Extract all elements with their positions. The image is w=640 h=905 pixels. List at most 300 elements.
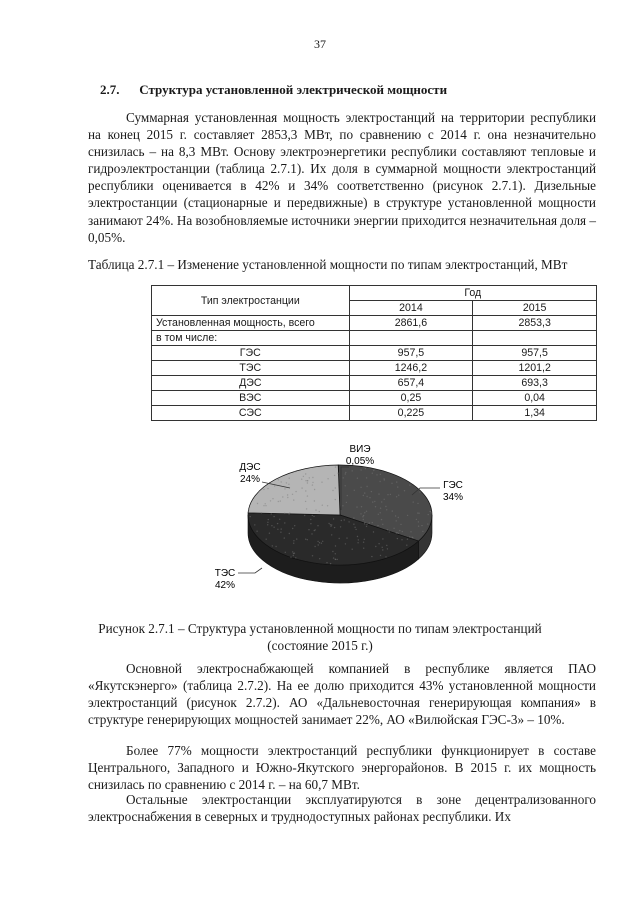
pie-texture-dot (268, 519, 269, 520)
table-row (152, 346, 597, 361)
paragraph-2 (88, 660, 596, 728)
pie-texture-dot (330, 526, 331, 527)
pie-texture-dot (328, 523, 329, 524)
pie-texture-dot (257, 503, 258, 504)
pie-texture-dot (274, 485, 275, 486)
pie-texture-dot (321, 482, 322, 483)
pie-texture-dot (352, 470, 353, 471)
pie-texture-dot (330, 524, 331, 525)
pie-texture-dot (319, 511, 320, 512)
pie-texture-dot (307, 539, 308, 540)
pie-texture-dot (382, 538, 383, 539)
pie-texture-dot (296, 538, 297, 539)
pie-texture-dot (357, 542, 358, 543)
pie-texture-dot (429, 511, 430, 512)
pie-texture-dot (265, 505, 266, 506)
pie-texture-dot (380, 474, 381, 475)
pie-texture-dot (391, 483, 392, 484)
pie-texture-dot (427, 523, 428, 524)
pie-texture-dot (305, 490, 306, 491)
paragraph-4-text: Остальные электростанции эксплуатируются в зоне децентрализованного электроснабжения в северных и труднодоступных районах республики. Их (88, 792, 596, 825)
pie-texture-dot (279, 519, 280, 520)
pie-texture-dot (362, 516, 363, 517)
pie-texture-dot (418, 521, 419, 522)
pie-texture-dot (335, 499, 336, 500)
section-title: Структура установленной электрической мощности (139, 82, 448, 97)
pie-texture-dot (407, 515, 408, 516)
pie-texture-dot (347, 495, 348, 496)
pie-texture-dot (377, 525, 378, 526)
pie-texture-dot (361, 506, 362, 507)
pie-texture-dot (378, 493, 379, 494)
pie-texture-dot (364, 539, 365, 540)
pie-texture-dot (327, 478, 328, 479)
pie-texture-dot (273, 516, 274, 517)
pie-texture-dot (397, 538, 398, 539)
pie-texture-dot (337, 473, 338, 474)
paragraph-3 (88, 742, 596, 793)
pie-texture-dot (333, 518, 334, 519)
cell-2015: 957,5 (473, 346, 597, 361)
label-des-name: ДЭС (239, 462, 261, 473)
pie-texture-dot (422, 531, 423, 532)
table-caption: Таблица 2.7.1 – Изменение установленной мощности по типам электростанций, МВт (88, 257, 568, 272)
pie-texture-dot (263, 489, 264, 490)
pie-texture-dot (383, 478, 384, 479)
pie-texture-dot (385, 556, 386, 557)
pie-texture-dot (353, 517, 354, 518)
pie-texture-dot (270, 500, 271, 501)
table-row-incl (152, 331, 597, 346)
pie-texture-dot (314, 546, 315, 547)
pie-texture-dot (341, 520, 342, 521)
pie-texture-dot (409, 484, 410, 485)
pie-texture-dot (363, 548, 364, 549)
pie-texture-dot (379, 481, 380, 482)
pie-texture-dot (332, 490, 333, 491)
pie-texture-dot (306, 508, 307, 509)
pie-texture-dot (417, 512, 418, 513)
pie-texture-dot (389, 531, 390, 532)
pie-texture-dot (334, 475, 335, 476)
pie-texture-dot (289, 478, 290, 479)
pie-texture-dot (418, 513, 419, 514)
pie-texture-dot (363, 495, 364, 496)
pie-texture-dot (308, 529, 309, 530)
pie-texture-dot (371, 491, 372, 492)
pie-texture-dot (354, 490, 355, 491)
pie-texture-dot (387, 548, 388, 549)
pie-texture-dot (278, 479, 279, 480)
cell-2015: 693,3 (473, 376, 597, 391)
pie-texture-dot (348, 521, 349, 522)
pie-texture-dot (366, 526, 367, 527)
pie-texture-dot (312, 515, 313, 516)
header-year-2015: 2015 (473, 301, 597, 316)
pie-texture-dot (281, 481, 282, 482)
row-label: Установленная мощность, всего (152, 316, 350, 331)
pie-texture-dot (345, 473, 346, 474)
pie-texture-dot (390, 494, 391, 495)
pie-texture-dot (335, 553, 336, 554)
pie-texture-dot (307, 495, 308, 496)
pie-texture-dot (322, 505, 323, 506)
pie-texture-dot (293, 543, 294, 544)
cell-2014: 1246,2 (349, 361, 473, 376)
table-row (152, 376, 597, 391)
cell-2014: 957,5 (349, 346, 473, 361)
pie-texture-dot (369, 497, 370, 498)
section-heading (100, 82, 447, 98)
pie-texture-dot (358, 539, 359, 540)
pie-texture-dot (312, 482, 313, 483)
pie-texture-dot (410, 531, 411, 532)
paragraph-1 (88, 109, 596, 246)
pie-texture-dot (372, 501, 373, 502)
pie-texture-dot (369, 522, 370, 523)
pie-texture-dot (400, 524, 401, 525)
row-label: ГЭС (152, 346, 350, 361)
pie-texture-dot (366, 524, 367, 525)
pie-texture-dot (398, 517, 399, 518)
pie-texture-dot (284, 537, 285, 538)
pie-texture-dot (310, 523, 311, 524)
pie-texture-dot (340, 526, 341, 527)
pie-texture-dot (346, 537, 347, 538)
pie-texture-dot (314, 489, 315, 490)
pie-texture-dot (271, 525, 272, 526)
pie-texture-dot (277, 523, 278, 524)
figure-caption (0, 620, 640, 654)
pie-texture-dot (373, 470, 374, 471)
pie-texture-dot (352, 549, 353, 550)
pie-texture-dot (431, 512, 432, 513)
cell-2014: 2861,6 (349, 316, 473, 331)
pie-texture-dot (393, 528, 394, 529)
pie-texture-dot (277, 529, 278, 530)
label-ges-value: 34% (442, 492, 464, 503)
pie-texture-dot (339, 538, 340, 539)
section-number: 2.7. (100, 82, 120, 97)
pie-texture-dot (312, 477, 313, 478)
pie-texture-dot (278, 501, 279, 502)
pie-texture-dot (363, 519, 364, 520)
pie-texture-dot (381, 501, 382, 502)
pie-texture-dot (384, 499, 385, 500)
pie-texture-dot (284, 522, 285, 523)
cell-empty (473, 331, 597, 346)
pie-texture-dot (294, 525, 295, 526)
pie-texture-dot (293, 499, 294, 500)
cell-2015: 1201,2 (473, 361, 597, 376)
pie-texture-dot (382, 549, 383, 550)
pie-texture-dot (293, 540, 294, 541)
pie-texture-dot (271, 513, 272, 514)
pie-texture-dot (404, 490, 405, 491)
pie-texture-dot (385, 506, 386, 507)
pie-texture-dot (301, 479, 302, 480)
pie-texture-dot (335, 487, 336, 488)
pie-texture-dot (281, 528, 282, 529)
pie-texture-dot (365, 468, 366, 469)
pie-texture-dot (265, 503, 266, 504)
pie-texture-dot (321, 543, 322, 544)
pie-texture-dot (327, 505, 328, 506)
pie-texture-dot (372, 473, 373, 474)
pie-texture-dot (310, 519, 311, 520)
pie-texture-dot (319, 542, 320, 543)
pie-texture-dot (343, 477, 344, 478)
pie-texture-dot (256, 531, 257, 532)
pie-texture-dot (381, 519, 382, 520)
pie-texture-dot (258, 491, 259, 492)
pie-slices (248, 465, 432, 583)
pie-texture-dot (387, 494, 388, 495)
row-label: ДЭС (152, 376, 350, 391)
pie-texture-dot (378, 514, 379, 515)
pie-texture-dot (280, 532, 281, 533)
pie-texture-dot (354, 527, 355, 528)
pie-texture-dot (399, 530, 400, 531)
pie-texture-dot (326, 562, 327, 563)
pie-texture-dot (288, 484, 289, 485)
pie-texture-dot (378, 543, 379, 544)
cell-2015: 0,04 (473, 391, 597, 406)
pie-texture-dot (334, 527, 335, 528)
cell-2014: 0,225 (349, 406, 473, 421)
pie-texture-dot (346, 502, 347, 503)
pie-texture-dot (287, 494, 288, 495)
pie-texture-dot (380, 555, 381, 556)
pie-texture-dot (364, 512, 365, 513)
pie-texture-dot (305, 501, 306, 502)
pie-texture-dot (282, 496, 283, 497)
pie-texture-dot (287, 497, 288, 498)
pie-texture-dot (363, 542, 364, 543)
pie-texture-dot (386, 545, 387, 546)
pie-texture-dot (397, 486, 398, 487)
pie-texture-dot (344, 519, 345, 520)
paragraph-4 (88, 791, 596, 825)
pie-texture-dot (373, 531, 374, 532)
pie-texture-dot (294, 471, 295, 472)
pie-texture-dot (332, 551, 333, 552)
pie-texture-dot (294, 553, 295, 554)
pie-texture-dot (374, 501, 375, 502)
pie-slice-ДЭС (248, 465, 340, 515)
pie-texture-dot (289, 533, 290, 534)
pie-texture-dot (285, 552, 286, 553)
table-row (152, 391, 597, 406)
row-label: ТЭС (152, 361, 350, 376)
pie-texture-dot (311, 533, 312, 534)
pie-texture-dot (263, 505, 264, 506)
pie-texture-dot (288, 513, 289, 514)
pie-texture-dot (295, 491, 296, 492)
pie-texture-dot (290, 557, 291, 558)
table-row (152, 361, 597, 376)
pie-texture-dot (280, 500, 281, 501)
pie-texture-dot (357, 478, 358, 479)
pie-texture-dot (304, 515, 305, 516)
pie-texture-dot (305, 480, 306, 481)
label-vie-value: 0,05% (345, 456, 375, 467)
pie-texture-dot (335, 559, 336, 560)
pie-texture-dot (317, 525, 318, 526)
header-type: Тип электростанции (152, 286, 350, 316)
pie-texture-dot (395, 515, 396, 516)
header-year-2014: 2014 (349, 301, 473, 316)
pie-texture-dot (416, 519, 417, 520)
pie-texture-dot (330, 563, 331, 564)
pie-texture-dot (333, 557, 334, 558)
cell-2015: 1,34 (473, 406, 597, 421)
pie-texture-dot (407, 539, 408, 540)
pie-texture-dot (261, 512, 262, 513)
table-row (152, 406, 597, 421)
header-year: Год (349, 286, 596, 301)
pie-texture-dot (366, 511, 367, 512)
page-number: 37 (314, 37, 326, 51)
pie-texture-dot (375, 546, 376, 547)
pie-texture-dot (371, 556, 372, 557)
label-tes-name: ТЭС (214, 568, 236, 579)
pie-texture-dot (272, 545, 273, 546)
pie-texture-dot (322, 541, 323, 542)
pie-texture-dot (364, 522, 365, 523)
pie-texture-dot (269, 533, 270, 534)
pie-texture-dot (267, 524, 268, 525)
pie-texture-dot (428, 514, 429, 515)
label-des-value: 24% (239, 474, 261, 485)
pie-texture-dot (398, 533, 399, 534)
paragraph-3-text: Более 77% мощности электростанций республики функционирует в составе Центрального, Западного и Южно-Якутского энергорайонов. В 2015 г. их мощность снизилась по сравнению с 2014 г. – на 60,7 МВт. (88, 743, 596, 793)
paragraph-2-text: Основной электроснабжающей компанией в республике является ПАО «Якутскэнерго» (таблица 2.7.2). На ее долю приходится 43% установленной мощности электростанций (рисунок 2.7.2). АО «Дальневосточная генерирующая компания» в структуре генерирующих мощностей занимает 22%, АО «Вилюйская ГЭС-3» – 10%. (88, 661, 596, 728)
pie-texture-dot (357, 536, 358, 537)
pie-texture-dot (421, 525, 422, 526)
cell-empty (349, 331, 473, 346)
pie-texture-dot (417, 503, 418, 504)
pie-texture-dot (411, 537, 412, 538)
pie-texture-dot (366, 477, 367, 478)
pie-texture-dot (409, 536, 410, 537)
label-tes-value: 42% (214, 580, 236, 591)
pie-texture-dot (331, 524, 332, 525)
pie-texture-dot (401, 539, 402, 540)
pie-texture-dot (360, 469, 361, 470)
label-vie-name: ВИЭ (349, 444, 371, 455)
pie-texture-dot (345, 485, 346, 486)
cell-2014: 657,4 (349, 376, 473, 391)
pie-texture-dot (318, 544, 319, 545)
figure-caption-line2: (состояние 2015 г.) (267, 638, 373, 653)
pie-texture-dot (413, 501, 414, 502)
pie-texture-dot (331, 534, 332, 535)
figure-caption-line1: Рисунок 2.7.1 – Структура установленной мощности по типам электростанций (98, 621, 542, 636)
pie-texture-dot (292, 494, 293, 495)
pie-texture-dot (345, 472, 346, 473)
capacity-table (151, 285, 597, 421)
pie-texture-dot (396, 496, 397, 497)
pie-texture-dot (317, 541, 318, 542)
pie-texture-dot (342, 505, 343, 506)
pie-texture-dot (266, 539, 267, 540)
pie-texture-dot (315, 529, 316, 530)
pie-texture-dot (254, 524, 255, 525)
pie-texture-dot (360, 513, 361, 514)
pie-texture-dot (353, 524, 354, 525)
pie-texture-dot (406, 545, 407, 546)
table-header-row (152, 286, 597, 301)
pie-texture-dot (248, 509, 249, 510)
pie-texture-dot (398, 495, 399, 496)
pie-texture-dot (313, 516, 314, 517)
pie-texture-dot (284, 513, 285, 514)
pie-texture-dot (315, 509, 316, 510)
pie-texture-dot (267, 488, 268, 489)
pie-texture-dot (319, 558, 320, 559)
pie-texture-dot (303, 476, 304, 477)
pie-texture-dot (364, 523, 365, 524)
pie-texture-dot (314, 500, 315, 501)
pie-texture-dot (363, 515, 364, 516)
pie-texture-dot (386, 509, 387, 510)
pie-texture-dot (267, 522, 268, 523)
pie-texture-dot (375, 506, 376, 507)
pie-texture-dot (376, 474, 377, 475)
pie-texture-dot (309, 477, 310, 478)
pie-texture-dot (275, 546, 276, 547)
pie-texture-dot (312, 555, 313, 556)
pie-texture-dot (312, 484, 313, 485)
cell-2014: 0,25 (349, 391, 473, 406)
pie-texture-dot (307, 480, 308, 481)
pie-texture-dot (355, 529, 356, 530)
pie-texture-dot (419, 491, 420, 492)
pie-texture-dot (364, 492, 365, 493)
pie-texture-dot (396, 481, 397, 482)
pie-texture-dot (292, 551, 293, 552)
pie-texture-dot (418, 526, 419, 527)
pie-texture-dot (402, 531, 403, 532)
pie-texture-dot (366, 486, 367, 487)
pie-texture-dot (372, 522, 373, 523)
pie-texture-dot (272, 498, 273, 499)
pie-texture-dot (286, 482, 287, 483)
pie-texture-dot (293, 555, 294, 556)
pie-texture-dot (273, 527, 274, 528)
pie-texture-dot (392, 510, 393, 511)
label-ges-name: ГЭС (443, 480, 463, 491)
pie-texture-dot (345, 543, 346, 544)
pie-texture-dot (284, 488, 285, 489)
pie-texture-dot (337, 559, 338, 560)
table-row-total (152, 316, 597, 331)
pie-texture-dot (292, 528, 293, 529)
pie-texture-dot (380, 508, 381, 509)
pie-texture-dot (396, 520, 397, 521)
pie-texture-dot (360, 487, 361, 488)
pie-texture-dot (380, 512, 381, 513)
pie-texture-dot (250, 516, 251, 517)
row-label: ВЭС (152, 391, 350, 406)
pie-texture-dot (335, 545, 336, 546)
pie-texture-dot (295, 557, 296, 558)
pie-texture-dot (305, 473, 306, 474)
row-label: в том числе: (152, 331, 350, 346)
pie-texture-dot (366, 496, 367, 497)
pie-texture-dot (356, 506, 357, 507)
